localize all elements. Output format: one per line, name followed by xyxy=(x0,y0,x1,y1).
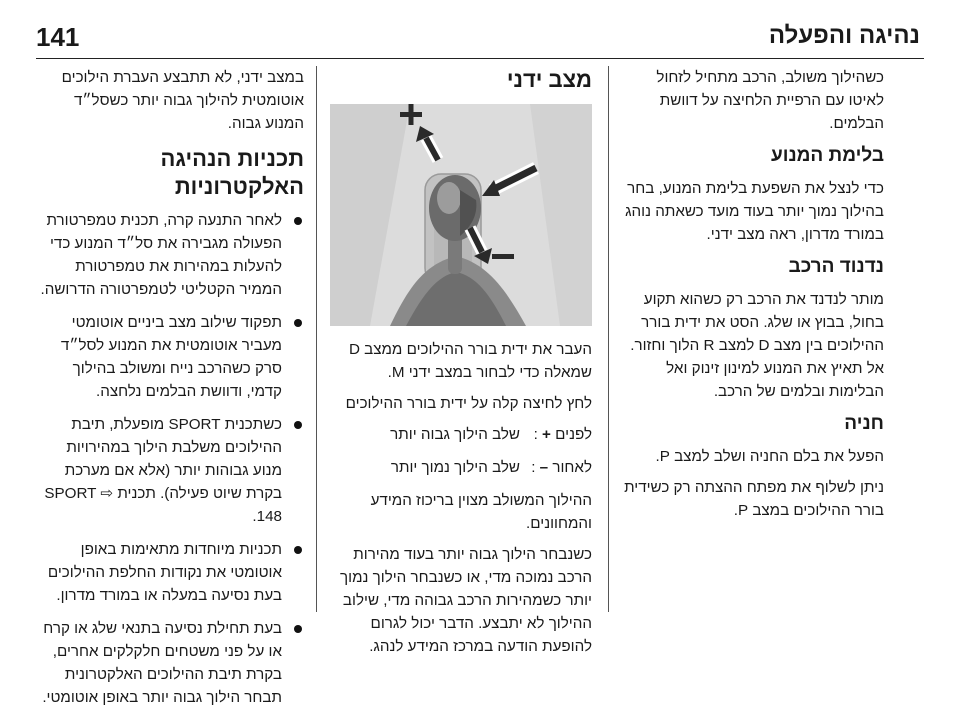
forward-key: לפנים + : xyxy=(533,426,592,443)
list-item-text: תכניות מיוחדות מתאימות באופן אוטומטי את נקודות החלפת ההילוכים בעת נסיעה במעלה או במורד מדרון. xyxy=(47,541,282,604)
minus-icon xyxy=(492,254,514,259)
parking-paragraph-2: ניתן לשלוף את מפתח ההצתה רק כשידית בורר ההילוכים במצב P. xyxy=(624,479,884,519)
list-item xyxy=(40,617,304,709)
list-item-text: בעת תחילת נסיעה בתנאי שלג או קרח או על פני משטחים חלקלקים אחרים, בקרת תיבת ההילוכים האלקטרונית תבחר הילוך גבוה יותר באופן אוטומטי. xyxy=(42,620,282,706)
electronic-programs-heading: תכניות הנהיגה האלקטרוניות xyxy=(160,146,304,199)
bullet-icon xyxy=(294,217,302,225)
forward-symbol: + xyxy=(542,426,551,443)
forward-entry xyxy=(330,423,592,446)
list-item xyxy=(40,311,304,403)
rocking-heading: נדנוד הרכב xyxy=(788,256,884,277)
manual-mode-paragraph-3: ההילוך המשולב מצוין בריכוז המידע והמחוונים. xyxy=(370,492,592,532)
bullet-icon xyxy=(294,421,302,429)
list-item-text: תפקוד שילוב מצב ביניים אוטומטי מעביר אוטומטית את המנוע לסל״ד סרק כשהרכב נייח ומשולב בהילוך קדמי, ודוושת הבלמים נלחצה. xyxy=(60,314,282,400)
bullet-icon xyxy=(294,546,302,554)
gear-selector-figure xyxy=(330,104,592,326)
back-symbol: – xyxy=(539,459,549,476)
manual-mode-paragraph-4: כשנבחר הילוך גבוה יותר בעוד מהירות הרכב נמוכה מדי, או כשנבחר הילוך נמוך יותר כשמהירות הרכב גבוהה מדי, שילוב ההילוך לא יתבצע. הדבר יכול לגרום להופעת הודעה במרכז המידע לנהג. xyxy=(340,546,592,655)
left-column xyxy=(40,66,304,719)
gear-selector-manual-mode-icon xyxy=(330,104,592,326)
bullet-icon xyxy=(294,625,302,633)
right-column xyxy=(620,66,884,530)
parking-paragraph-1: הפעל את בלם החניה ושלב למצב P. xyxy=(655,448,884,465)
page-header xyxy=(0,0,960,60)
manual-mode-heading: מצב ידני xyxy=(506,67,592,92)
list-item xyxy=(40,209,304,301)
rocking-paragraph: מותר לנדנד את הרכב רק כשהוא תקוע בחול, בבוץ או שלג. הסט את ידית בורר ההילוכים בין מצב D למצב R הלוך וחזור. אל תאיץ את המנוע למינון זינוק ואל הבלימות ובלמים של הרכב. xyxy=(630,291,884,400)
list-item xyxy=(40,413,304,528)
middle-column xyxy=(330,66,592,666)
header-divider xyxy=(36,58,924,59)
engine-braking-heading: בלימת המנוע xyxy=(770,145,884,166)
back-entry xyxy=(330,456,592,479)
electronic-programs-list xyxy=(40,209,304,709)
page-number: 141 xyxy=(36,22,80,52)
parking-heading: חניה xyxy=(844,413,884,434)
creep-paragraph: כשהילוך משולב, הרכב מתחיל לזחול לאיטו עם הרפיית הלחיצה על דוושת הבלמים. xyxy=(656,69,884,132)
engine-braking-paragraph: כדי לנצל את השפעת בלימת המנוע, בחר בהילוך נמוך יותר בעוד מועד כשאתה נוהג במורד מדרון, ראה מצב ידני. xyxy=(625,180,884,243)
manual-mode-paragraph-2: לחץ לחיצה קלה על ידית בורר ההילוכים xyxy=(345,395,592,412)
list-item-text: כשתכנית SPORT מופעלת, תיבת ההילוכים משלבת הילוך במהירויות מנוע גבוהות יותר (אלא אם מערכת בקרת שיוט פעילה). תכנית SPORT ⇨ 148. xyxy=(44,416,282,525)
manual-mode-paragraph-1: העבר את ידית בורר ההילוכים ממצב D שמאלה כדי לבחור במצב ידני M. xyxy=(348,341,592,381)
back-description: שלב הילוך נמוך יותר xyxy=(390,459,520,476)
list-item-text: לאחר התנעה קרה, תכנית טמפרטורת הפעולה מגבירה את סל״ד המנוע כדי להעלות במהירות את טמפרטורת הממיר הקטליטי לטמפרטורה הדרושה. xyxy=(40,212,282,298)
section-title: נהיגה והפעלה xyxy=(768,22,920,49)
column-divider-left xyxy=(316,66,317,612)
list-item xyxy=(40,538,304,607)
bullet-icon xyxy=(294,319,302,327)
column-divider-right xyxy=(608,66,609,612)
manual-mode-continuation: במצב ידני, לא תתבצע העברת הילוכים אוטומטית להילוך גבוה יותר כשסל״ד המנוע גבוה. xyxy=(61,69,304,132)
back-label: לאחור xyxy=(552,459,592,476)
forward-label: לפנים xyxy=(555,426,592,443)
back-key: לאחור – : xyxy=(531,459,592,476)
forward-description: שלב הילוך גבוה יותר xyxy=(390,426,520,443)
